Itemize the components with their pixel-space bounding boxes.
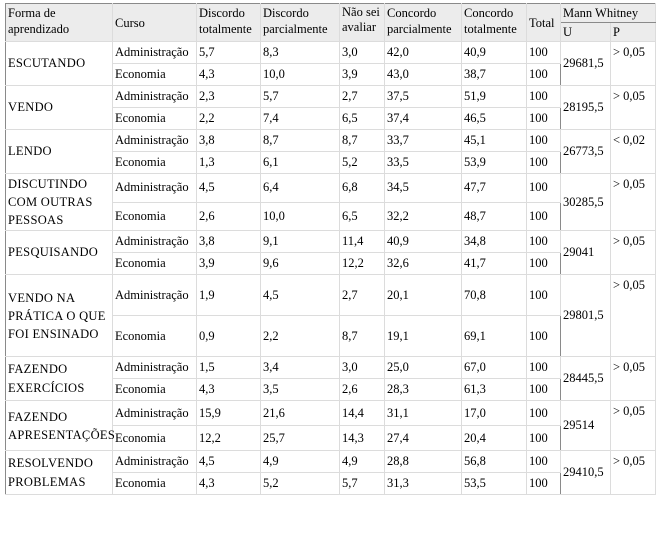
discordo-totalmente-cell: 4,3 bbox=[197, 379, 261, 401]
concordo-parcialmente-cell: 43,0 bbox=[385, 64, 462, 86]
mann-whitney-p-cell: > 0,05 bbox=[611, 451, 656, 495]
concordo-parcialmente-cell: 28,8 bbox=[385, 451, 462, 473]
total-cell: 100 bbox=[527, 86, 561, 108]
discordo-totalmente-cell: 2,3 bbox=[197, 86, 261, 108]
concordo-totalmente-cell: 45,1 bbox=[462, 130, 527, 152]
table-row bbox=[6, 275, 656, 316]
concordo-parcialmente-cell: 33,7 bbox=[385, 130, 462, 152]
discordo-parcialmente-cell: 10,0 bbox=[261, 202, 340, 231]
nao-sei-avaliar-cell: 3,0 bbox=[340, 357, 385, 379]
discordo-totalmente-cell: 0,9 bbox=[197, 316, 261, 357]
concordo-parcialmente-cell: 42,0 bbox=[385, 42, 462, 64]
total-cell: 100 bbox=[527, 316, 561, 357]
table-row bbox=[6, 357, 656, 379]
discordo-totalmente-cell: 3,8 bbox=[197, 231, 261, 253]
table-row bbox=[6, 42, 656, 64]
curso-cell: Administração bbox=[113, 86, 197, 108]
nao-sei-avaliar-cell: 6,5 bbox=[340, 108, 385, 130]
discordo-parcialmente-cell: 9,1 bbox=[261, 231, 340, 253]
mann-whitney-u-cell: 29514 bbox=[561, 401, 611, 451]
forma-cell: FAZENDO EXERCÍCIOS bbox=[6, 357, 113, 401]
total-cell: 100 bbox=[527, 108, 561, 130]
discordo-totalmente-cell: 1,5 bbox=[197, 357, 261, 379]
mann-whitney-u-cell: 29041 bbox=[561, 231, 611, 275]
forma-cell: RESOLVENDO PROBLEMAS bbox=[6, 451, 113, 495]
concordo-parcialmente-cell: 20,1 bbox=[385, 275, 462, 316]
curso-cell: Administração bbox=[113, 231, 197, 253]
concordo-totalmente-cell: 47,7 bbox=[462, 174, 527, 203]
mann-whitney-u-cell: 28445,5 bbox=[561, 357, 611, 401]
curso-cell: Economia bbox=[113, 316, 197, 357]
concordo-parcialmente-cell: 31,3 bbox=[385, 473, 462, 495]
discordo-parcialmente-cell: 4,5 bbox=[261, 275, 340, 316]
curso-cell: Administração bbox=[113, 275, 197, 316]
total-cell: 100 bbox=[527, 451, 561, 473]
curso-cell: Administração bbox=[113, 174, 197, 203]
forma-cell: LENDO bbox=[6, 130, 113, 174]
nao-sei-avaliar-cell: 6,5 bbox=[340, 202, 385, 231]
concordo-totalmente-cell: 20,4 bbox=[462, 426, 527, 451]
concordo-parcialmente-cell: 32,6 bbox=[385, 253, 462, 275]
curso-cell: Economia bbox=[113, 152, 197, 174]
concordo-totalmente-cell: 34,8 bbox=[462, 231, 527, 253]
curso-cell: Economia bbox=[113, 64, 197, 86]
curso-cell: Economia bbox=[113, 202, 197, 231]
header-concordo-totalmente: Concordo totalmente bbox=[462, 4, 527, 42]
nao-sei-avaliar-cell: 12,2 bbox=[340, 253, 385, 275]
discordo-totalmente-cell: 3,9 bbox=[197, 253, 261, 275]
discordo-totalmente-cell: 15,9 bbox=[197, 401, 261, 426]
concordo-totalmente-cell: 38,7 bbox=[462, 64, 527, 86]
header-discordo-parcialmente: Discordo parcialmente bbox=[261, 4, 340, 42]
curso-cell: Administração bbox=[113, 42, 197, 64]
concordo-totalmente-cell: 41,7 bbox=[462, 253, 527, 275]
discordo-totalmente-cell: 5,7 bbox=[197, 42, 261, 64]
total-cell: 100 bbox=[527, 42, 561, 64]
nao-sei-avaliar-cell: 11,4 bbox=[340, 231, 385, 253]
total-cell: 100 bbox=[527, 231, 561, 253]
mann-whitney-p-cell: > 0,05 bbox=[611, 231, 656, 275]
discordo-totalmente-cell: 1,9 bbox=[197, 275, 261, 316]
nao-sei-avaliar-cell: 8,7 bbox=[340, 316, 385, 357]
mann-whitney-p-cell: > 0,05 bbox=[611, 42, 656, 86]
discordo-parcialmente-cell: 8,3 bbox=[261, 42, 340, 64]
header-nao-sei-avaliar: Não sei avaliar bbox=[340, 4, 385, 42]
nao-sei-avaliar-cell: 3,9 bbox=[340, 64, 385, 86]
concordo-parcialmente-cell: 37,4 bbox=[385, 108, 462, 130]
header-mann-whitney: Mann Whitney bbox=[561, 4, 656, 23]
curso-cell: Administração bbox=[113, 451, 197, 473]
nao-sei-avaliar-cell: 2,7 bbox=[340, 275, 385, 316]
total-cell: 100 bbox=[527, 174, 561, 203]
discordo-totalmente-cell: 2,2 bbox=[197, 108, 261, 130]
header-u: U bbox=[561, 23, 611, 42]
nao-sei-avaliar-cell: 8,7 bbox=[340, 130, 385, 152]
mann-whitney-p-cell: > 0,05 bbox=[611, 401, 656, 451]
table-body bbox=[6, 42, 656, 495]
discordo-totalmente-cell: 12,2 bbox=[197, 426, 261, 451]
discordo-parcialmente-cell: 10,0 bbox=[261, 64, 340, 86]
header-p: P bbox=[611, 23, 656, 42]
concordo-totalmente-cell: 48,7 bbox=[462, 202, 527, 231]
discordo-parcialmente-cell: 3,5 bbox=[261, 379, 340, 401]
mann-whitney-p-cell: > 0,05 bbox=[611, 86, 656, 130]
concordo-totalmente-cell: 53,9 bbox=[462, 152, 527, 174]
curso-cell: Economia bbox=[113, 426, 197, 451]
forma-cell: VENDO NA PRÁTICA O QUE FOI ENSINADO bbox=[6, 275, 113, 357]
header-concordo-parcialmente: Concordo parcialmente bbox=[385, 4, 462, 42]
nao-sei-avaliar-cell: 5,2 bbox=[340, 152, 385, 174]
total-cell: 100 bbox=[527, 253, 561, 275]
total-cell: 100 bbox=[527, 130, 561, 152]
total-cell: 100 bbox=[527, 64, 561, 86]
discordo-totalmente-cell: 2,6 bbox=[197, 202, 261, 231]
curso-cell: Economia bbox=[113, 253, 197, 275]
total-cell: 100 bbox=[527, 202, 561, 231]
mann-whitney-p-cell: > 0,05 bbox=[611, 357, 656, 401]
header-curso: Curso bbox=[113, 4, 197, 42]
total-cell: 100 bbox=[527, 401, 561, 426]
table-row bbox=[6, 86, 656, 108]
survey-table bbox=[5, 3, 656, 495]
concordo-totalmente-cell: 51,9 bbox=[462, 86, 527, 108]
nao-sei-avaliar-cell: 14,4 bbox=[340, 401, 385, 426]
total-cell: 100 bbox=[527, 357, 561, 379]
table-row bbox=[6, 451, 656, 473]
total-cell: 100 bbox=[527, 426, 561, 451]
nao-sei-avaliar-cell: 2,6 bbox=[340, 379, 385, 401]
discordo-parcialmente-cell: 3,4 bbox=[261, 357, 340, 379]
concordo-totalmente-cell: 67,0 bbox=[462, 357, 527, 379]
forma-cell: VENDO bbox=[6, 86, 113, 130]
discordo-totalmente-cell: 4,3 bbox=[197, 64, 261, 86]
discordo-parcialmente-cell: 7,4 bbox=[261, 108, 340, 130]
mann-whitney-u-cell: 29681,5 bbox=[561, 42, 611, 86]
header-total: Total bbox=[527, 4, 561, 42]
total-cell: 100 bbox=[527, 152, 561, 174]
header-discordo-totalmente: Discordo totalmente bbox=[197, 4, 261, 42]
mann-whitney-u-cell: 28195,5 bbox=[561, 86, 611, 130]
discordo-totalmente-cell: 4,5 bbox=[197, 451, 261, 473]
curso-cell: Economia bbox=[113, 108, 197, 130]
mann-whitney-u-cell: 29410,5 bbox=[561, 451, 611, 495]
mann-whitney-p-cell: > 0,05 bbox=[611, 275, 656, 357]
concordo-totalmente-cell: 53,5 bbox=[462, 473, 527, 495]
header-forma: Forma de aprendizado bbox=[6, 4, 113, 42]
discordo-parcialmente-cell: 21,6 bbox=[261, 401, 340, 426]
total-cell: 100 bbox=[527, 473, 561, 495]
concordo-parcialmente-cell: 37,5 bbox=[385, 86, 462, 108]
curso-cell: Administração bbox=[113, 401, 197, 426]
mann-whitney-u-cell: 29801,5 bbox=[561, 275, 611, 357]
nao-sei-avaliar-cell: 4,9 bbox=[340, 451, 385, 473]
curso-cell: Economia bbox=[113, 379, 197, 401]
curso-cell: Administração bbox=[113, 357, 197, 379]
forma-cell: ESCUTANDO bbox=[6, 42, 113, 86]
discordo-parcialmente-cell: 5,2 bbox=[261, 473, 340, 495]
nao-sei-avaliar-cell: 14,3 bbox=[340, 426, 385, 451]
curso-cell: Administração bbox=[113, 130, 197, 152]
discordo-parcialmente-cell: 6,4 bbox=[261, 174, 340, 203]
discordo-parcialmente-cell: 5,7 bbox=[261, 86, 340, 108]
concordo-totalmente-cell: 17,0 bbox=[462, 401, 527, 426]
concordo-totalmente-cell: 69,1 bbox=[462, 316, 527, 357]
concordo-parcialmente-cell: 19,1 bbox=[385, 316, 462, 357]
curso-cell: Economia bbox=[113, 473, 197, 495]
mann-whitney-u-cell: 26773,5 bbox=[561, 130, 611, 174]
mann-whitney-u-cell: 30285,5 bbox=[561, 174, 611, 231]
concordo-totalmente-cell: 40,9 bbox=[462, 42, 527, 64]
forma-cell: FAZENDO APRESENTAÇÕES bbox=[6, 401, 113, 451]
concordo-totalmente-cell: 46,5 bbox=[462, 108, 527, 130]
forma-cell: PESQUISANDO bbox=[6, 231, 113, 275]
table-row bbox=[6, 231, 656, 253]
concordo-parcialmente-cell: 40,9 bbox=[385, 231, 462, 253]
concordo-totalmente-cell: 56,8 bbox=[462, 451, 527, 473]
concordo-parcialmente-cell: 31,1 bbox=[385, 401, 462, 426]
nao-sei-avaliar-cell: 6,8 bbox=[340, 174, 385, 203]
mann-whitney-p-cell: > 0,05 bbox=[611, 174, 656, 231]
concordo-parcialmente-cell: 27,4 bbox=[385, 426, 462, 451]
discordo-parcialmente-cell: 25,7 bbox=[261, 426, 340, 451]
concordo-parcialmente-cell: 25,0 bbox=[385, 357, 462, 379]
discordo-parcialmente-cell: 8,7 bbox=[261, 130, 340, 152]
concordo-parcialmente-cell: 34,5 bbox=[385, 174, 462, 203]
total-cell: 100 bbox=[527, 275, 561, 316]
discordo-totalmente-cell: 4,3 bbox=[197, 473, 261, 495]
concordo-totalmente-cell: 61,3 bbox=[462, 379, 527, 401]
concordo-parcialmente-cell: 28,3 bbox=[385, 379, 462, 401]
discordo-parcialmente-cell: 9,6 bbox=[261, 253, 340, 275]
forma-cell: DISCUTINDO COM OUTRAS PESSOAS bbox=[6, 174, 113, 231]
table-row bbox=[6, 130, 656, 152]
concordo-totalmente-cell: 70,8 bbox=[462, 275, 527, 316]
discordo-totalmente-cell: 3,8 bbox=[197, 130, 261, 152]
nao-sei-avaliar-cell: 2,7 bbox=[340, 86, 385, 108]
concordo-parcialmente-cell: 32,2 bbox=[385, 202, 462, 231]
discordo-parcialmente-cell: 6,1 bbox=[261, 152, 340, 174]
discordo-parcialmente-cell: 4,9 bbox=[261, 451, 340, 473]
mann-whitney-p-cell: < 0,02 bbox=[611, 130, 656, 174]
total-cell: 100 bbox=[527, 379, 561, 401]
discordo-totalmente-cell: 1,3 bbox=[197, 152, 261, 174]
table-row bbox=[6, 174, 656, 203]
discordo-totalmente-cell: 4,5 bbox=[197, 174, 261, 203]
discordo-parcialmente-cell: 2,2 bbox=[261, 316, 340, 357]
table-row bbox=[6, 401, 656, 426]
nao-sei-avaliar-cell: 3,0 bbox=[340, 42, 385, 64]
nao-sei-avaliar-cell: 5,7 bbox=[340, 473, 385, 495]
concordo-parcialmente-cell: 33,5 bbox=[385, 152, 462, 174]
